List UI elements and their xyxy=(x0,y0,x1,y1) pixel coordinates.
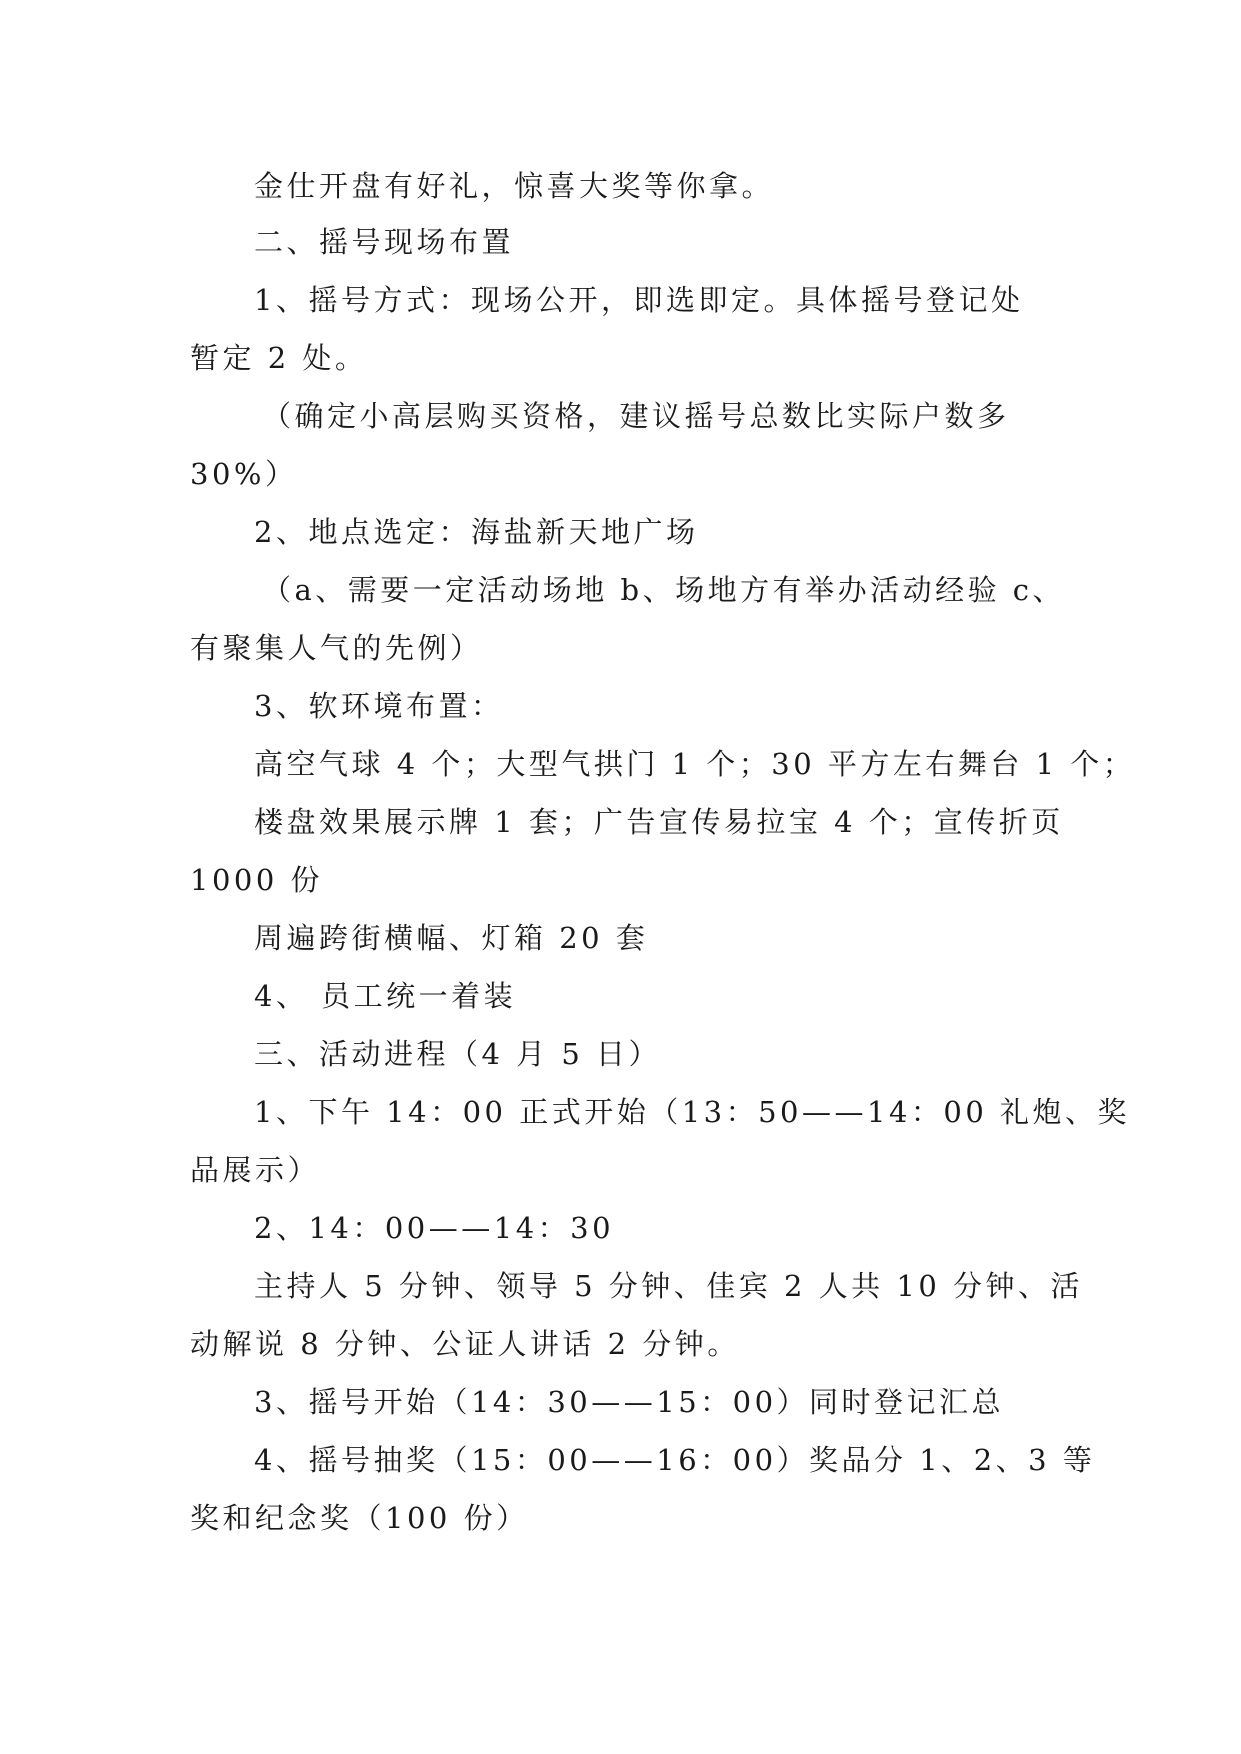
paragraph-line-3: 1、摇号方式：现场公开，即选即定。具体摇号登记处 xyxy=(254,283,1024,317)
paragraph-line-11: 高空气球 4 个；大型气拱门 1 个；30 平方左右舞台 1 个； xyxy=(254,747,1136,781)
paragraph-line-18: 品展示） xyxy=(190,1153,321,1187)
paragraph-line-9: 有聚集人气的先例） xyxy=(190,631,483,665)
paragraph-line-15: 4、 员工统一着装 xyxy=(254,979,517,1013)
paragraph-line-6: 30%） xyxy=(190,457,298,491)
section-heading-2: 二、摇号现场布置 xyxy=(254,225,515,259)
paragraph-line-1: 金仕开盘有好礼，惊喜大奖等你拿。 xyxy=(254,169,775,203)
section-heading-3: 三、活动进程（4 月 5 日） xyxy=(254,1037,662,1071)
paragraph-line-17: 1、下午 14：00 正式开始（13：50——14：00 礼炮、奖 xyxy=(254,1095,1131,1129)
paragraph-line-22: 3、摇号开始（14：30——15：00）同时登记汇总 xyxy=(254,1385,1005,1419)
paragraph-line-10: 3、软环境布置： xyxy=(254,689,504,723)
paragraph-line-4: 暂定 2 处。 xyxy=(190,341,368,375)
paragraph-line-5: （确定小高层购买资格，建议摇号总数比实际户数多 xyxy=(262,399,1010,433)
paragraph-line-24: 奖和纪念奖（100 份） xyxy=(190,1501,529,1535)
paragraph-line-13: 1000 份 xyxy=(190,863,324,897)
paragraph-line-14: 周遍跨街横幅、灯箱 20 套 xyxy=(254,921,649,955)
paragraph-line-23: 4、摇号抽奖（15：00——16：00）奖品分 1、2、3 等 xyxy=(254,1443,1096,1477)
paragraph-line-8: （a、需要一定活动场地 b、场地方有举办活动经验 c、 xyxy=(262,573,1066,607)
paragraph-line-12: 楼盘效果展示牌 1 套；广告宣传易拉宝 4 个；宣传折页 xyxy=(254,805,1064,839)
paragraph-line-7: 2、地点选定：海盐新天地广场 xyxy=(254,515,699,549)
paragraph-line-19: 2、14：00——14：30 xyxy=(254,1211,615,1245)
paragraph-line-21: 动解说 8 分钟、公证人讲话 2 分钟。 xyxy=(190,1327,740,1361)
paragraph-line-20: 主持人 5 分钟、领导 5 分钟、佳宾 2 人共 10 分钟、活 xyxy=(254,1269,1084,1303)
